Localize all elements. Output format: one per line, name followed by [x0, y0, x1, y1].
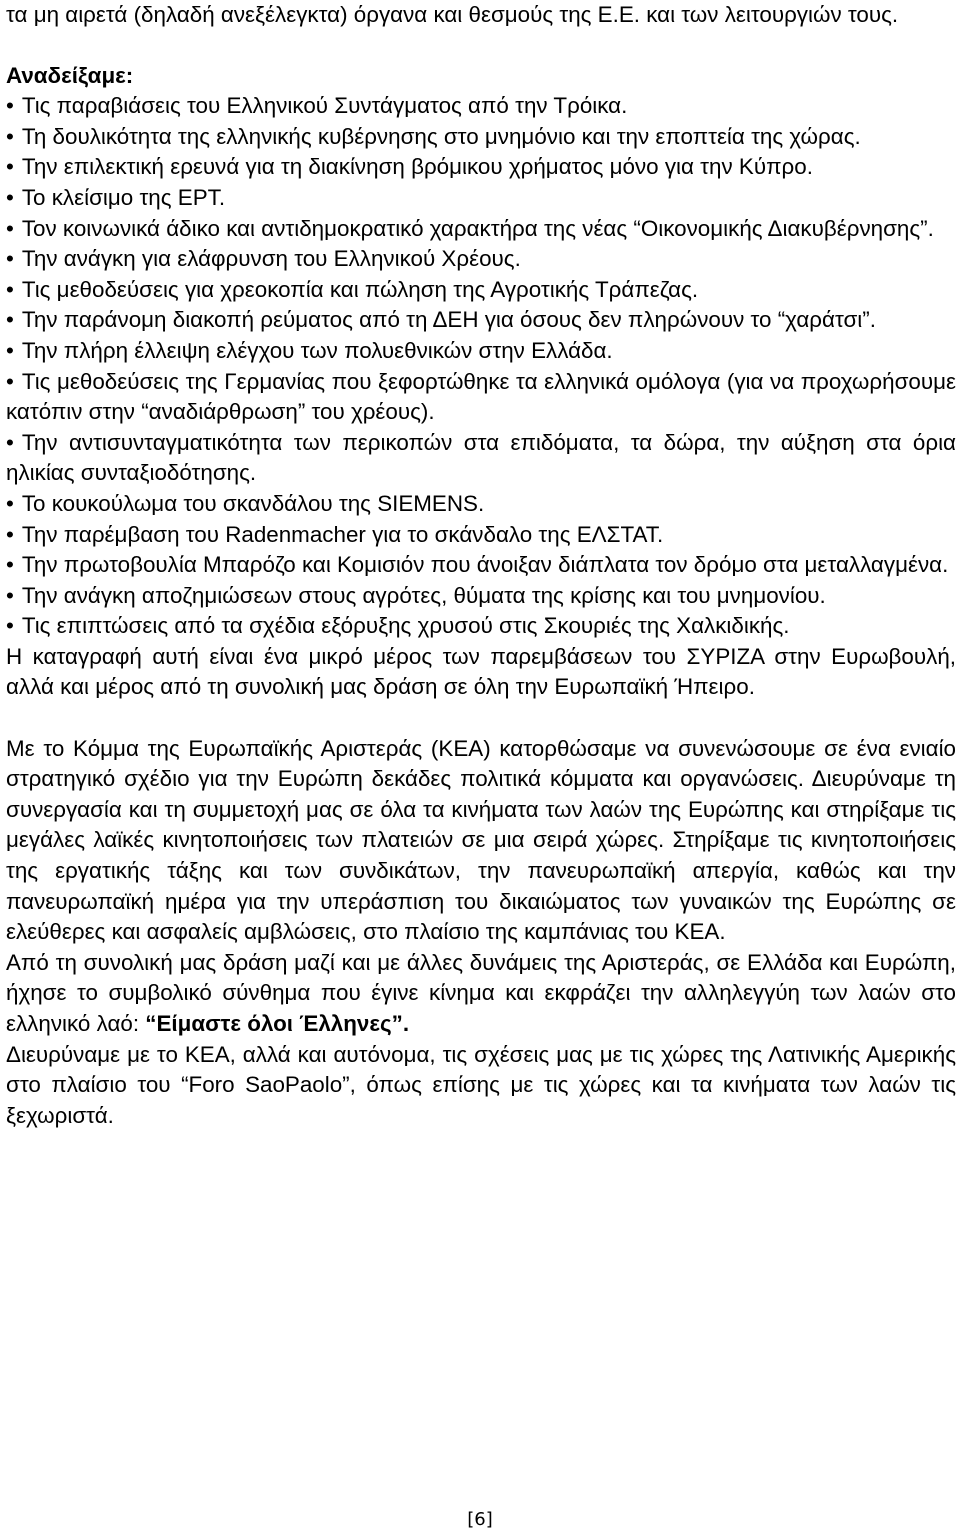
bullet-item: [6, 275, 956, 306]
solidarity-slogan: “Είμαστε όλοι Έλληνες”.: [145, 1011, 410, 1036]
kea-paragraph: Με το Κόμμα της Ευρωπαϊκής Αριστεράς (ΚΕΑ) κατορθώσαμε να συνενώσουμε σε ένα ενιαίο στρατηγικό σχέδιο για την Ευρώπη δεκάδες πολιτικά κόμματα και οργανώσεις. Διευρύναμε τη συνεργασία και τη συμμετοχή μας σε όλα τα κινήματα των λαών της Ευρώπης και στηρίξαμε τις μεγάλες λαϊκές κινητοποιήσεις των πλατειών σε μια σειρά χώρες. Στηρίξαμε τις κινητοποιήσεις της εργατικής τάξης και των συνδικάτων, την πανευρωπαϊκή απεργία, καθώς και την πανευρωπαϊκή ημέρα για την υπεράσπιση του δικαιώματος των γυναικών της Ευρώπης σε ελεύθερες και ασφαλείς αμβλώσεις, στο πλαίσιο της καμπάνιας του ΚΕΑ.: [6, 735, 956, 945]
page-number: [6]: [467, 1509, 493, 1530]
bullet-icon: •: [6, 582, 14, 608]
bullet-icon: •: [6, 613, 14, 639]
bullet-text: Την επιλεκτική ερευνά για τη διακίνηση βρόμικου χρήματος μόνο για την Κύπρο.: [21, 154, 813, 180]
bullet-icon: •: [6, 215, 14, 241]
bullet-text: Τις επιπτώσεις από τα σχέδια εξόρυξης χρυσού στις Σκουριές της Χαλκιδικής.: [21, 613, 790, 639]
bullet-icon: •: [6, 552, 14, 578]
bullet-text: Την παράνομη διακοπή ρεύματος από τη ΔΕΗ για όσους δεν πληρώνουν το “χαράτσι”.: [21, 307, 876, 333]
bullet-icon: •: [6, 246, 14, 272]
bullet-icon: •: [6, 429, 14, 455]
bullet-icon: •: [6, 490, 14, 516]
bullet-text: Το κουκούλωμα του σκανδάλου της SIEMENS.: [21, 490, 485, 516]
bullet-item: [6, 305, 956, 336]
bullet-icon: •: [6, 521, 14, 547]
intro-paragraph: τα μη αιρετά (δηλαδή ανεξέλεγκτα) όργανα και θεσμούς της Ε.Ε. και των λειτουργιών τους.: [6, 2, 899, 27]
bullet-item: [6, 428, 956, 489]
summary-paragraph: Η καταγραφή αυτή είναι ένα μικρό μέρος των παρεμβάσεων του ΣΥΡΙΖΑ στην Ευρωβουλή, αλλά και μέρος από τη συνολική μας δράση σε όλη την Ευρωπαϊκή Ήπειρο.: [6, 643, 956, 700]
bullet-text: Την ανάγκη αποζημιώσεων στους αγρότες, θύματα της κρίσης και του μνημονίου.: [21, 582, 826, 608]
section-heading: Αναδείξαμε:: [6, 62, 134, 88]
bullet-item: [6, 520, 956, 551]
bullet-text: Την παρέμβαση του Radenmacher για το σκάνδαλο της ΕΛΣΤΑΤ.: [21, 521, 664, 547]
bullet-item: [6, 91, 956, 122]
bullet-icon: •: [6, 123, 14, 149]
bullet-text: Τις παραβιάσεις του Ελληνικού Συντάγματος από την Τρόικα.: [21, 93, 628, 119]
bullet-text: Τον κοινωνικά άδικο και αντιδημοκρατικό χαρακτήρα της νέας “Οικονομικής Διακυβέρνησης”.: [21, 215, 934, 241]
bullet-icon: •: [6, 307, 14, 333]
bullet-text: Τις μεθοδεύσεις της Γερμανίας που ξεφορτώθηκε τα ελληνικά ομόλογα (για να προχωρήσουμε κατόπιν στην “αναδιάρθρωση” του χρέους).: [6, 368, 956, 425]
bullet-list: [6, 91, 956, 642]
bullet-text: Τις μεθοδεύσεις για χρεοκοπία και πώληση της Αγροτικής Τράπεζας.: [21, 276, 699, 302]
bullet-icon: •: [6, 337, 14, 363]
bullet-item: [6, 122, 956, 153]
bullet-text: Την πλήρη έλλειψη ελέγχου των πολυεθνικών στην Ελλάδα.: [21, 337, 613, 363]
bullet-item: [6, 152, 956, 183]
bullet-text: Την ανάγκη για ελάφρυνση του Ελληνικού Χρέους.: [21, 246, 521, 272]
bullet-text: Τη δουλικότητα της ελληνικής κυβέρνησης στο μνημόνιο και την εποπτεία της χώρας.: [21, 123, 861, 149]
solidarity-text: Από τη συνολική μας δράση μαζί και με άλλες δυνάμεις της Αριστεράς, σε Ελλάδα και Ευρώπη, ήχησε το συμβολικό σύνθημα που έγινε κίνημα και εκφράζει την αλληλεγγύη των λαών στο ελληνικό λαό:: [6, 949, 956, 1036]
solidarity-paragraph: [6, 948, 956, 1040]
latin-america-paragraph: Διευρύναμε με το ΚΕΑ, αλλά και αυτόνομα, τις σχέσεις μας με τις χώρες της Λατινικής Αμερικής στο πλαίσιο του “Foro SaoPaolo”, όπως επίσης με τις χώρες και τα κινήματα των λαών τις ξεχωριστά.: [6, 1041, 956, 1128]
bullet-item: [6, 581, 956, 612]
bullet-item: [6, 183, 956, 214]
bullet-icon: •: [6, 184, 14, 210]
bullet-item: [6, 244, 956, 275]
bullet-item: [6, 611, 956, 642]
bullet-text: Την αντισυνταγματικότητα των περικοπών στα επιδόματα, τα δώρα, την αύξηση στα όρια ηλικίας συνταξιοδότησης.: [6, 429, 956, 486]
bullet-item: [6, 214, 956, 245]
bullet-item: [6, 336, 956, 367]
bullet-text: Το κλείσιμο της ΕΡΤ.: [21, 184, 226, 210]
paragraph-spacer: [6, 703, 956, 734]
bullet-item: [6, 367, 956, 428]
bullet-icon: •: [6, 368, 14, 394]
bullet-icon: •: [6, 93, 14, 119]
bullet-item: [6, 550, 956, 581]
bullet-icon: •: [6, 276, 14, 302]
bullet-item: [6, 489, 956, 520]
bullet-text: Την πρωτοβουλία Μπαρόζο και Κομισιόν που άνοιξαν διάπλατα τον δρόμο στα μεταλλαγμένα.: [21, 552, 949, 578]
document-page: [6, 0, 956, 1131]
bullet-icon: •: [6, 154, 14, 180]
